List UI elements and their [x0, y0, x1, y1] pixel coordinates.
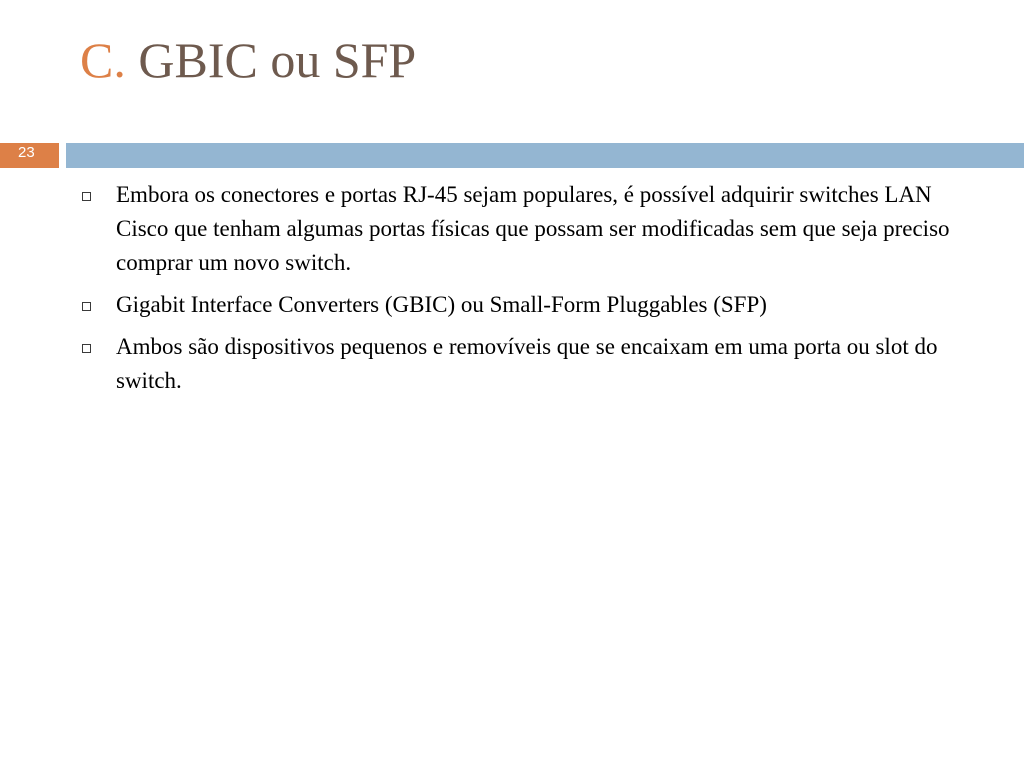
- bullet-item: [82, 178, 972, 280]
- hollow-square-bullet-icon: [82, 192, 91, 201]
- bullet-text: Ambos são dispositivos pequenos e removíveis que se encaixam em uma porta ou slot do switch.: [116, 334, 938, 393]
- title-rule-bar: [66, 143, 1024, 168]
- slide-number-badge: 23: [0, 143, 59, 168]
- title-text: GBIC ou SFP: [138, 32, 417, 88]
- hollow-square-bullet-icon: [82, 344, 91, 353]
- slide-title: [80, 28, 416, 92]
- hollow-square-bullet-icon: [82, 302, 91, 311]
- bullet-item: [82, 330, 972, 398]
- title-prefix: C.: [80, 32, 126, 88]
- bullet-text: Embora os conectores e portas RJ-45 sejam populares, é possível adquirir switches LAN Cisco que tenham algumas portas físicas que possam ser modificadas sem que seja preciso comprar um novo switch.: [116, 182, 950, 275]
- bullet-list: [82, 178, 972, 406]
- bullet-item: [82, 288, 972, 322]
- bullet-text: Gigabit Interface Converters (GBIC) ou Small-Form Pluggables (SFP): [116, 292, 767, 317]
